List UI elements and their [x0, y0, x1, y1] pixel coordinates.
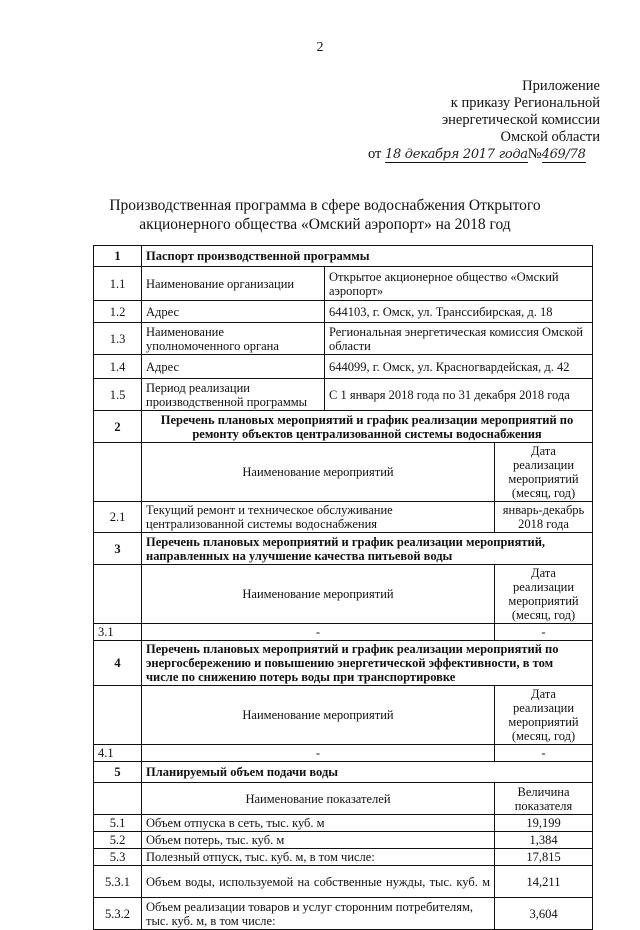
column-header-date: Дата реализации мероприятий (месяц, год) — [495, 565, 593, 624]
row-date: январь-декабрь 2018 года — [495, 502, 593, 533]
section-2-header — [94, 411, 593, 443]
section-3-title: Перечень плановых мероприятий и график реализации мероприятий, направленных на улучшение качества питьевой воды — [142, 533, 593, 565]
column-header-indicator: Наименование показателей — [142, 783, 495, 815]
table-row — [94, 832, 593, 849]
empty-cell — [94, 443, 142, 502]
row-label: Наименование организации — [142, 267, 325, 301]
section-5-column-headers — [94, 783, 593, 815]
row-value: 14,211 — [495, 866, 593, 898]
table-row — [94, 502, 593, 533]
row-num: 5.2 — [94, 832, 142, 849]
row-event: - — [142, 624, 495, 641]
column-header-event: Наименование мероприятий — [142, 686, 495, 745]
table-row — [94, 267, 593, 301]
section-5-title: Планируемый объем подачи воды — [142, 762, 593, 783]
row-num: 5.3.2 — [94, 898, 142, 930]
appendix-line-3: энергетической комиссии — [441, 112, 600, 128]
row-event: Текущий ремонт и техническое обслуживание централизованной системы водоснабжения — [142, 502, 495, 533]
table-row — [94, 745, 593, 762]
section-4-column-headers — [94, 686, 593, 745]
appendix-line-4: Омской области — [500, 129, 600, 145]
table-row — [94, 898, 593, 930]
section-5-num: 5 — [94, 762, 142, 783]
table-row — [94, 355, 593, 379]
row-value: 1,384 — [495, 832, 593, 849]
appendix-line-2: к приказу Региональной — [450, 95, 600, 111]
row-num: 3.1 — [94, 624, 142, 641]
row-num: 5.1 — [94, 815, 142, 832]
section-4-num: 4 — [94, 641, 142, 686]
section-3-column-headers — [94, 565, 593, 624]
appendix-line-1: Приложение — [522, 78, 600, 94]
table-row — [94, 379, 593, 411]
row-num: 2.1 — [94, 502, 142, 533]
column-header-value: Величина показателя — [495, 783, 593, 815]
row-value: 3,604 — [495, 898, 593, 930]
appendix-header — [442, 78, 600, 146]
table-row — [94, 866, 593, 898]
row-label: Объем потерь, тыс. куб. м — [142, 832, 495, 849]
row-value: 19,199 — [495, 815, 593, 832]
empty-cell — [94, 686, 142, 745]
order-number-label: № — [527, 146, 542, 162]
document-title-line-1: Производственная программа в сфере водоснабжения Открытого — [109, 197, 541, 214]
column-header-date: Дата реализации мероприятий (месяц, год) — [495, 443, 593, 502]
row-value: С 1 января 2018 года по 31 декабря 2018 года — [325, 379, 593, 411]
row-label: Адрес — [142, 301, 325, 323]
section-1-title: Паспорт производственной программы — [142, 246, 593, 267]
empty-cell — [94, 565, 142, 624]
row-label: Адрес — [142, 355, 325, 379]
section-2-title: Перечень плановых мероприятий и график реализации мероприятий по ремонту объектов централизованной системы водоснабжения — [142, 411, 593, 443]
row-value: Открытое акционерное общество «Омский аэропорт» — [325, 267, 593, 301]
column-header-date: Дата реализации мероприятий (месяц, год) — [495, 686, 593, 745]
table-row — [94, 815, 593, 832]
row-label: Объем отпуска в сеть, тыс. куб. м — [142, 815, 495, 832]
order-prefix: от — [368, 146, 382, 162]
row-num: 4.1 — [94, 745, 142, 762]
row-value: Региональная энергетическая комиссия Омской области — [325, 323, 593, 355]
row-label: Полезный отпуск, тыс. куб. м, в том числе: — [142, 849, 495, 866]
row-value: 644099, г. Омск, ул. Красногвардейская, д. 42 — [325, 355, 593, 379]
column-header-event: Наименование мероприятий — [142, 443, 495, 502]
row-value: 17,815 — [495, 849, 593, 866]
row-num: 5.3.1 — [94, 866, 142, 898]
row-num: 1.4 — [94, 355, 142, 379]
empty-cell — [94, 783, 142, 815]
document-title-line-2: акционерного общества «Омский аэропорт» на 2018 год — [139, 216, 511, 233]
table-row — [94, 323, 593, 355]
table-row — [94, 849, 593, 866]
section-4-header — [94, 641, 593, 686]
row-num: 1.5 — [94, 379, 142, 411]
row-event: - — [142, 745, 495, 762]
section-4-title: Перечень плановых мероприятий и график реализации мероприятий по энергосбережению и повышению энергетической эффективности, в том числе по снижению потерь воды при транспортировке — [142, 641, 593, 686]
order-reference — [368, 146, 586, 163]
section-1-header — [94, 246, 593, 267]
row-date: - — [495, 624, 593, 641]
order-date-handwritten: 18 декабря 2017 года — [385, 147, 528, 162]
row-value: 644103, г. Омск, ул. Транссибирская, д. 18 — [325, 301, 593, 323]
section-2-column-headers — [94, 443, 593, 502]
section-1-num: 1 — [94, 246, 142, 267]
row-label: Период реализации производственной программы — [142, 379, 325, 411]
section-3-num: 3 — [94, 533, 142, 565]
order-number-handwritten: 469/78 — [541, 147, 586, 162]
row-num: 1.3 — [94, 323, 142, 355]
row-num: 1.1 — [94, 267, 142, 301]
row-label: Объем воды, используемой на собственные нужды, тыс. куб. м — [142, 866, 495, 898]
table-row — [94, 624, 593, 641]
section-5-header — [94, 762, 593, 783]
production-program-table — [93, 245, 593, 930]
row-date: - — [495, 745, 593, 762]
page-number: 2 — [316, 40, 324, 55]
document-title — [80, 196, 570, 234]
section-2-num: 2 — [94, 411, 142, 443]
row-label: Объем реализации товаров и услуг сторонним потребителям, тыс. куб. м, в том числе: — [142, 898, 495, 930]
section-3-header — [94, 533, 593, 565]
row-label: Наименование уполномоченного органа — [142, 323, 325, 355]
column-header-event: Наименование мероприятий — [142, 565, 495, 624]
table-row — [94, 301, 593, 323]
row-num: 1.2 — [94, 301, 142, 323]
row-num: 5.3 — [94, 849, 142, 866]
